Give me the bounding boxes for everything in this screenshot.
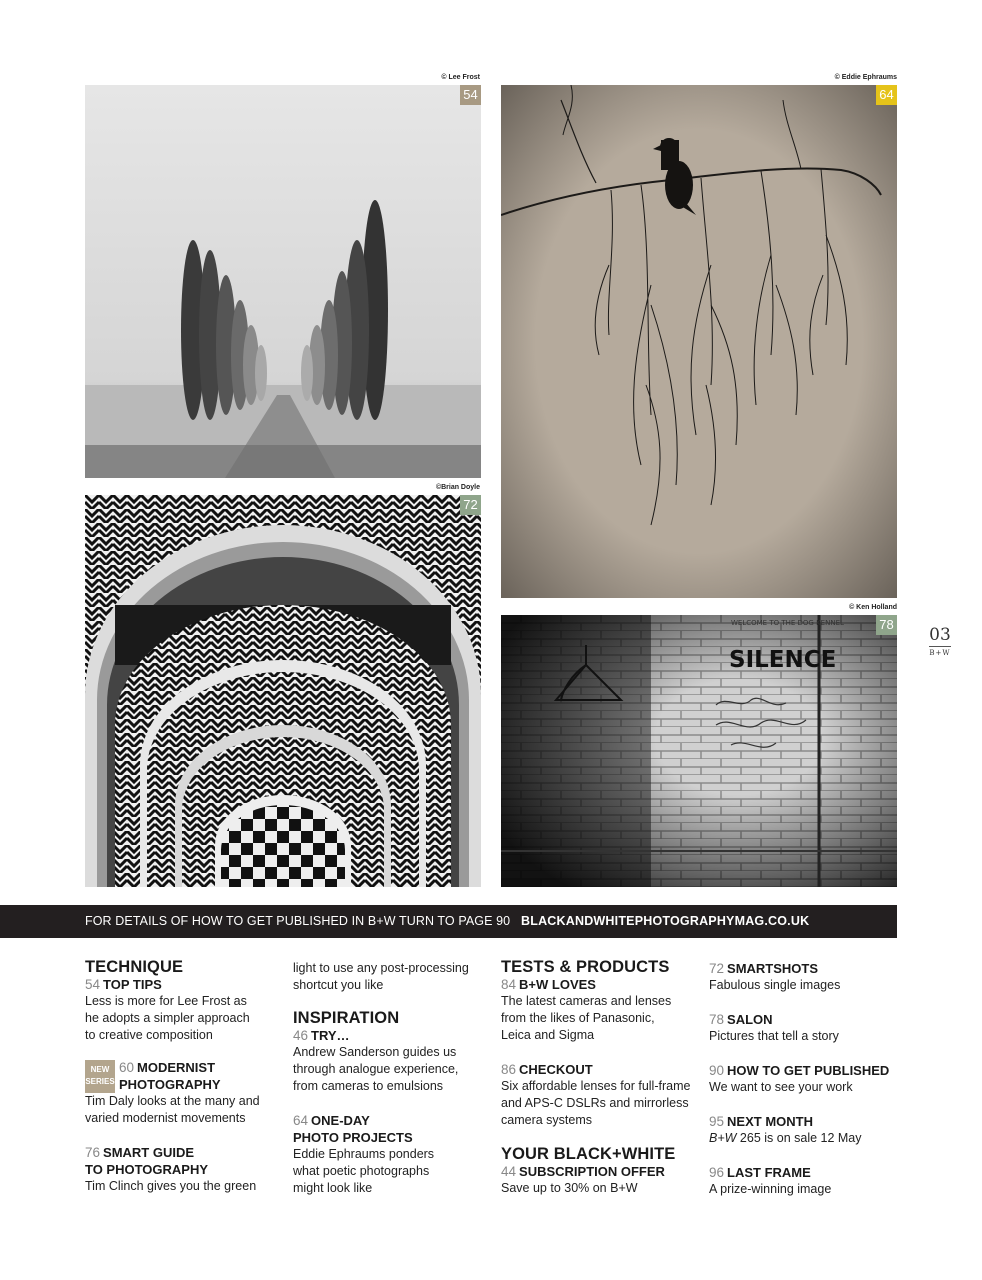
entry-title: SALON: [727, 1012, 773, 1027]
entry-page: 86: [501, 1062, 517, 1077]
entry-title: SMART GUIDE: [103, 1145, 195, 1160]
entry-bw-loves[interactable]: [501, 976, 701, 1044]
publish-banner: [0, 905, 897, 938]
contents-col-regulars: [709, 960, 909, 1215]
entry-desc-italic: B+W: [709, 1131, 737, 1145]
entry-top-tips[interactable]: [85, 976, 285, 1044]
entry-desc: Tim Clinch gives you the green: [85, 1179, 257, 1193]
entry-title: NEXT MONTH: [727, 1114, 813, 1129]
entry-how-to-get-published[interactable]: [709, 1062, 909, 1096]
banner-text: FOR DETAILS OF HOW TO GET PUBLISHED IN B+W TURN TO PAGE 90: [85, 914, 511, 928]
entry-title-2: PHOTO PROJECTS: [293, 1130, 413, 1145]
entry-title-2: PHOTOGRAPHY: [119, 1077, 221, 1092]
section-your-black-white: YOUR BLACK+WHITE: [501, 1145, 676, 1163]
entry-page: 54: [85, 977, 101, 992]
entry-desc: [709, 1130, 909, 1147]
entry-page: 72: [709, 961, 725, 976]
entry-page: 95: [709, 1114, 725, 1129]
section-technique: TECHNIQUE: [85, 958, 184, 976]
entry-desc: The latest cameras and lenses from the likes of Panasonic, Leica and Sigma: [501, 994, 672, 1042]
entry-one-day[interactable]: [293, 1112, 493, 1197]
bird-branch-photo: [501, 85, 897, 598]
silence-graffiti: SILENCE: [729, 647, 837, 673]
contents-col-technique: [85, 958, 285, 1212]
entry-title-2: TO PHOTOGRAPHY: [85, 1162, 209, 1177]
entry-desc-rest: 265 is on sale 12 May: [736, 1131, 862, 1145]
contents-col-tests: [501, 958, 701, 1214]
entry-next-month[interactable]: [709, 1113, 909, 1147]
entry-desc: Six affordable lenses for full-frame and APS-C DSLRs and mirrorless camera systems: [501, 1079, 691, 1127]
entry-last-frame[interactable]: [709, 1164, 909, 1198]
contents-col-inspiration: [293, 960, 493, 1214]
entry-title: B+W LOVES: [519, 977, 596, 992]
entry-try[interactable]: [293, 1027, 493, 1095]
entry-title: MODERNIST: [137, 1060, 216, 1075]
banner-url[interactable]: BLACKANDWHITEPHOTOGRAPHYMAG.CO.UK: [521, 914, 810, 928]
folio-number: 03: [929, 625, 951, 645]
entry-title: SUBSCRIPTION OFFER: [519, 1164, 665, 1179]
entry-title: CHECKOUT: [519, 1062, 593, 1077]
entry-desc: Less is more for Lee Frost as he adopts a simpler approach to creative composition: [85, 994, 250, 1042]
page-badge-54: 54: [460, 85, 481, 105]
entry-page: 96: [709, 1165, 725, 1180]
entry-title: SMARTSHOTS: [727, 961, 819, 976]
entry-subscription[interactable]: [501, 1163, 701, 1197]
cypress-avenue-photo: [85, 85, 481, 478]
entry-title: TOP TIPS: [103, 977, 162, 992]
folio-rule: [929, 646, 951, 647]
credit-eddie-ephraums: © Eddie Ephraums: [834, 74, 897, 81]
entry-page: 76: [85, 1145, 101, 1160]
entry-modernist[interactable]: [85, 1059, 285, 1127]
entry-page: 46: [293, 1028, 309, 1043]
entry-desc: Andrew Sanderson guides us through analogue experience, from cameras to emulsions: [293, 1045, 459, 1093]
silence-wall-photo: [501, 615, 897, 887]
entry-desc-continued: light to use any post-processing shortcut you like: [293, 961, 469, 992]
entry-page: 84: [501, 977, 517, 992]
entry-desc: A prize-winning image: [709, 1182, 832, 1196]
entry-desc: Pictures that tell a story: [709, 1029, 839, 1043]
section-inspiration: INSPIRATION: [293, 1009, 400, 1027]
entry-smart-guide[interactable]: [85, 1144, 285, 1195]
new-series-badge: NEW SERIES: [85, 1060, 115, 1093]
section-tests-products: TESTS & PRODUCTS: [501, 958, 670, 976]
welcome-graffiti: WELCOME TO THE DOG KENNEL: [731, 619, 844, 627]
entry-desc: Eddie Ephraums ponders what poetic photographs might look like: [293, 1147, 435, 1195]
entry-title: ONE-DAY: [311, 1113, 370, 1128]
entry-page: 78: [709, 1012, 725, 1027]
credit-ken-holland: © Ken Holland: [849, 604, 897, 611]
entry-title: TRY…: [311, 1028, 350, 1043]
entry-page: 64: [293, 1113, 309, 1128]
entry-desc: Tim Daly looks at the many and varied modernist movements: [85, 1094, 260, 1125]
entry-salon[interactable]: [709, 1011, 909, 1045]
entry-page: 44: [501, 1164, 517, 1179]
credit-brian-doyle: ©Brian Doyle: [435, 484, 480, 491]
entry-desc: We want to see your work: [709, 1080, 853, 1094]
credit-lee-frost: © Lee Frost: [441, 74, 480, 81]
entry-title: HOW TO GET PUBLISHED: [727, 1063, 890, 1078]
entry-desc: Save up to 30% on B+W: [501, 1181, 638, 1195]
entry-smartshots[interactable]: [709, 960, 909, 994]
entry-desc: Fabulous single images: [709, 978, 841, 992]
page-folio: [927, 626, 953, 657]
entry-page: 90: [709, 1063, 725, 1078]
page-badge-72: 72: [460, 495, 481, 515]
entry-page: 60: [119, 1060, 135, 1075]
entry-title: LAST FRAME: [727, 1165, 811, 1180]
arches-photo: [85, 495, 481, 887]
entry-checkout[interactable]: [501, 1061, 701, 1129]
page-badge-64: 64: [876, 85, 897, 105]
folio-mag: B+W: [929, 649, 951, 657]
page-badge-78: 78: [876, 615, 897, 635]
